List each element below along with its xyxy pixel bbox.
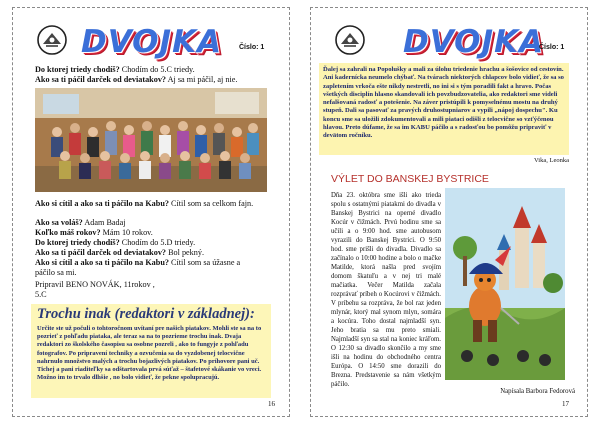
article-title: VÝLET DO BANSKEJ BYSTRICE — [331, 173, 489, 185]
interview-2 — [35, 218, 285, 278]
interview-line — [35, 258, 260, 278]
answer: Aj sa mi páčil, aj nie. — [167, 75, 238, 84]
page-number: 16 — [268, 400, 275, 408]
question: Ako si cítil a ako sa ti páčilo na Kabu? — [35, 258, 169, 267]
left-page — [12, 7, 290, 417]
issue-label: Číslo: 1 — [239, 44, 265, 51]
section-text: Určite ste už počuli o tohtoročnom uvítaní pre našich piatakov. Mohli ste sa na to pozrieť z pohľadu piataka, ale teraz sa na to pozrieme trochu inak. Dvaja redaktori zo školského časopisu sa osobne pozreli , ako to fungује z pohľadu fotografov. Po pripravení techniky a ozvučenia sa do vyzdobenej telocvične nahrnulo množstvo malých a trochu bojazlivých piatakov. Po príhovore pani uč. Tichej a pani riaditeľky sa odštartovala prvá súťaž – štafetové skákanie vo vreci. Možno im to trvalo dlhšie , no bolo vidieť, že pekne spolupracujú. — [37, 325, 262, 382]
question: Koľko máš rokov? — [35, 228, 101, 237]
section-title: Trochu inak (redaktori v základnej): — [37, 306, 255, 322]
question: Ako si cítil a ako sa ti páčilo na Kabu? — [35, 199, 169, 208]
school-logo-icon — [333, 24, 367, 56]
question: Ako sa ti páčil darček od deviatakov? — [35, 248, 167, 257]
continued-text-box: Ďalej sa zahrali na Popolušky a mali za úlohu triedenie hrachu a šošovice od cestovín. Ani kadernícka neumelo chýbať. Na tvárach niektorých chlapcov bolo vidieť, že sa so zapletením vrkoča ešte nikdy nestretli, no ini si s tým poradili fakt a hravo. Počas všetkých disciplín hlasno skandovali ich povzbudzovatelia, ako redaktori sme videli nefalšovaná radosť a potešenie. Na záver pristúpili k pomyselnému mostu na druhý stupeň. Dali sa pasovať za pravých druhostupniarov a vypili „nápoj dospechu". Ku koncu sme sa uložili zdokumentovali a mili piataci odišli z telocvične so vzťýčenou hlavou. Preto dúfame, že sa im KABU páčilo a s radosťou bo pomôžu pripraviť v devätom ročníku. — [319, 63, 569, 155]
answer: Cítil som sa úžasne a páčilo sa mi. — [35, 258, 241, 277]
answer: Adam Badaj — [84, 218, 126, 227]
interview-line — [35, 65, 285, 75]
magazine-title: DVOJKA — [81, 24, 223, 60]
interview-line — [35, 238, 285, 248]
prepared-by-class: 5.C — [35, 290, 47, 299]
magazine-title: DVOJKA — [403, 24, 545, 60]
interview-line — [35, 248, 285, 258]
interview-line — [35, 75, 285, 85]
page-number: 17 — [562, 400, 569, 408]
answer: Bol pekný. — [168, 248, 204, 257]
prepared-by — [35, 280, 285, 300]
right-page — [310, 7, 588, 417]
article-author: Napísala Barbora Fedorová — [500, 388, 575, 395]
article-body: Dňa 23. októbra sme išli ako trieda spolu s ostatnými piatakmi do divadla v Banskej Bystrici na operné divadlo Kocúr v čižmách. Prvú hodinu sme sa učili a o 9:00 hod. sme autobusom vyrazili do Banskej Bystrici. O 9:50 hod. sme prišli do divadla. Divadlo sa začínalo o 10:00 hodine a bolo o mačke Matilde, ktorá našla pred svojím domom škatuľu a v nej tri malé mačiatka. Večer Matilda začala rozprávať príbeh o Kocúrovi v čižmách. V príbehu sa rozpráva, že bol raz jeden mlynár, ktorý mal synom mlyn, somára a kocúra. Toho dostal najmladší syn. Jeho bratia sa mu preto smiali. Najmladší syn sa stal na koniec kráľom. O 12:30 sa divadlo skončilo a my sme išli na hodinu do obchodného centra Európa. O 14:50 sme dorazili do Brezna. Predstavenie sa nám všetkým páčilo. — [331, 192, 441, 388]
interview-1-end — [35, 199, 285, 209]
issue-label: Číslo: 1 — [539, 44, 565, 51]
class-photo — [35, 88, 267, 192]
article-text — [331, 191, 441, 389]
question: Ako sa ti páčil darček od deviatakov? — [35, 75, 167, 84]
question: Ako sa voláš? — [35, 218, 83, 227]
left-page-header — [13, 8, 289, 60]
interview-line — [35, 218, 285, 228]
interview-1 — [35, 65, 285, 85]
interview-line — [35, 228, 285, 238]
answer: Chodím do 5.C triedy. — [121, 65, 195, 74]
redaktori-section — [31, 304, 271, 398]
answer: Cítil som sa celkom fajn. — [171, 199, 254, 208]
prepared-by-line: Pripravil BENO NOVÁK, 11rokov , — [35, 280, 155, 289]
top-author: Vika, Leonka — [534, 157, 569, 164]
answer: Chodím do 5.D triedy. — [121, 238, 196, 247]
puss-in-boots-illustration — [445, 188, 565, 380]
answer: Mám 10 rokov. — [102, 228, 153, 237]
right-page-header — [311, 8, 587, 60]
question: Do ktorej triedy chodíš? — [35, 238, 120, 247]
school-logo-icon — [35, 24, 69, 56]
question: Do ktorej triedy chodíš? — [35, 65, 120, 74]
